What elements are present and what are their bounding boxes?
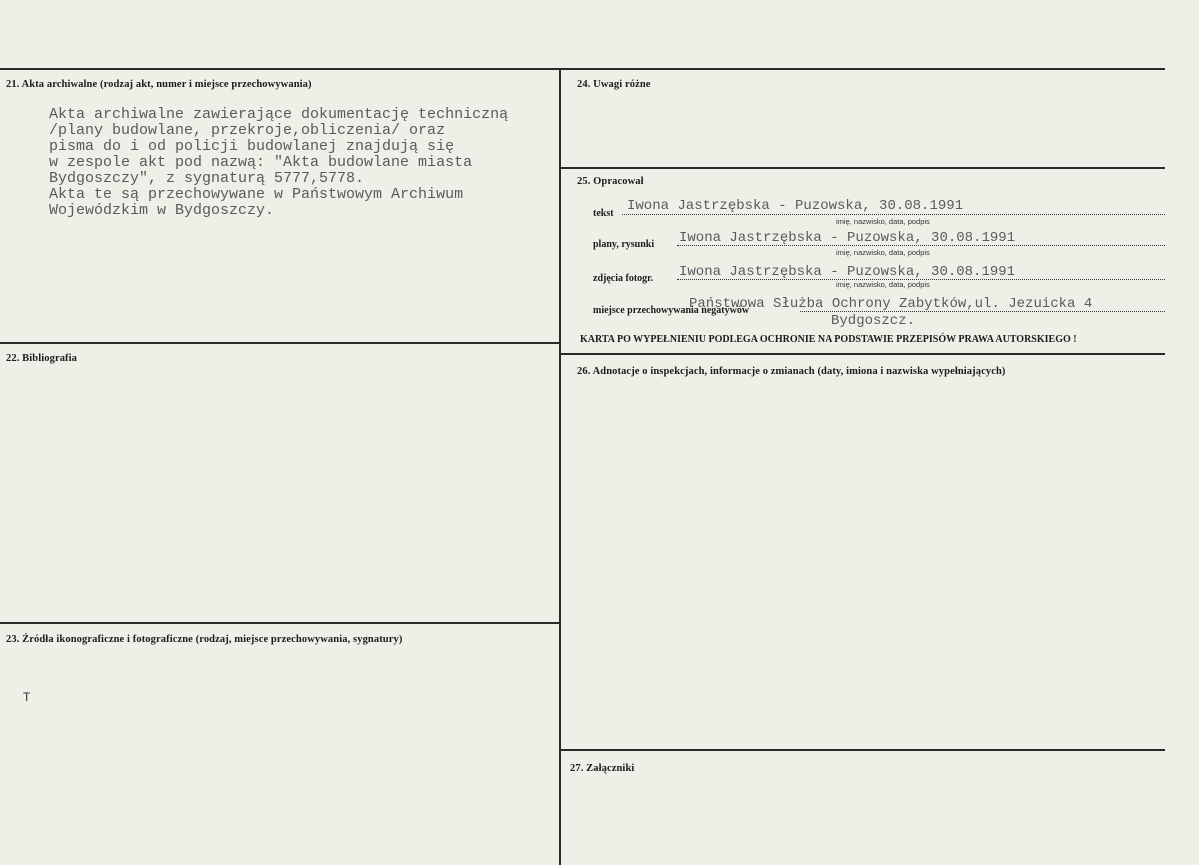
negatives-label: miejsce przechowywania negatywów — [593, 305, 750, 316]
section-24-label: 24. Uwagi różne — [577, 79, 651, 90]
tekst-value: Iwona Jastrzębska - Puzowska, 30.08.1991 — [627, 198, 964, 214]
tekst-caption: imię, nazwisko, data, podpis — [836, 217, 930, 226]
left-rule-22 — [0, 342, 561, 344]
zdjecia-label: zdjęcia fotogr. — [593, 273, 654, 284]
zdjecia-caption: imię, nazwisko, data, podpis — [836, 280, 930, 289]
zdjecia-value: Iwona Jastrzębska - Puzowska, 30.08.1991 — [679, 264, 1016, 280]
center-divider — [559, 68, 561, 865]
right-rule-25 — [561, 167, 1165, 169]
section-22-label: 22. Bibliografia — [6, 353, 78, 364]
section-26-label: 26. Adnotacje o inspekcjach, informacje o zmianach (daty, imiona i nazwiska wypełniających) — [577, 366, 1006, 377]
plany-rysunki-caption: imię, nazwisko, data, podpis — [836, 248, 930, 257]
section-25-label: 25. Opracował — [577, 176, 644, 187]
right-rule-27 — [561, 749, 1165, 751]
section-27-label: 27. Załączniki — [570, 763, 635, 774]
section-21-typed-text: Akta archiwalne zawierające dokumentację techniczną /plany budowlane, przekroje,obliczenia/ oraz pisma do i od policji budowlanej znajdują się w zespole akt pod nazwą: "Akta budowlane miasta Bydgoszczy", z sygnaturą 5777,5778. Akta te są przechowywane w Państwowym Archiwum Wojewódzkim w Bydgoszczy. — [49, 106, 509, 219]
section-21-label: 21. Akta archiwalne (rodzaj akt, numer i miejsce przechowywania) — [6, 79, 312, 90]
left-rule-23 — [0, 622, 561, 624]
negatives-value-line2: Bydgoszcz. — [831, 313, 916, 329]
section-23-label: 23. Źródła ikonograficzne i fotograficzne (rodzaj, miejsce przechowywania, sygnatury) — [6, 634, 403, 645]
right-rule-26 — [561, 353, 1165, 355]
plany-rysunki-value: Iwona Jastrzębska - Puzowska, 30.08.1991 — [679, 230, 1016, 246]
top-rule — [0, 68, 1165, 70]
tekst-label: tekst — [593, 208, 614, 219]
copyright-notice: KARTA PO WYPEŁNIENIU PODLEGA OCHRONIE NA PODSTAWIE PRZEPISÓW PRAWA AUTORSKIEGO ! — [580, 334, 1077, 345]
tekst-dotted-line — [622, 214, 1165, 215]
negatives-value-line1: Państwowa Służba Ochrony Zabytków,ul. Jezuicka 4 — [689, 296, 1093, 312]
plany-rysunki-label: plany, rysunki — [593, 239, 655, 250]
section-23-mark: T — [23, 690, 31, 704]
